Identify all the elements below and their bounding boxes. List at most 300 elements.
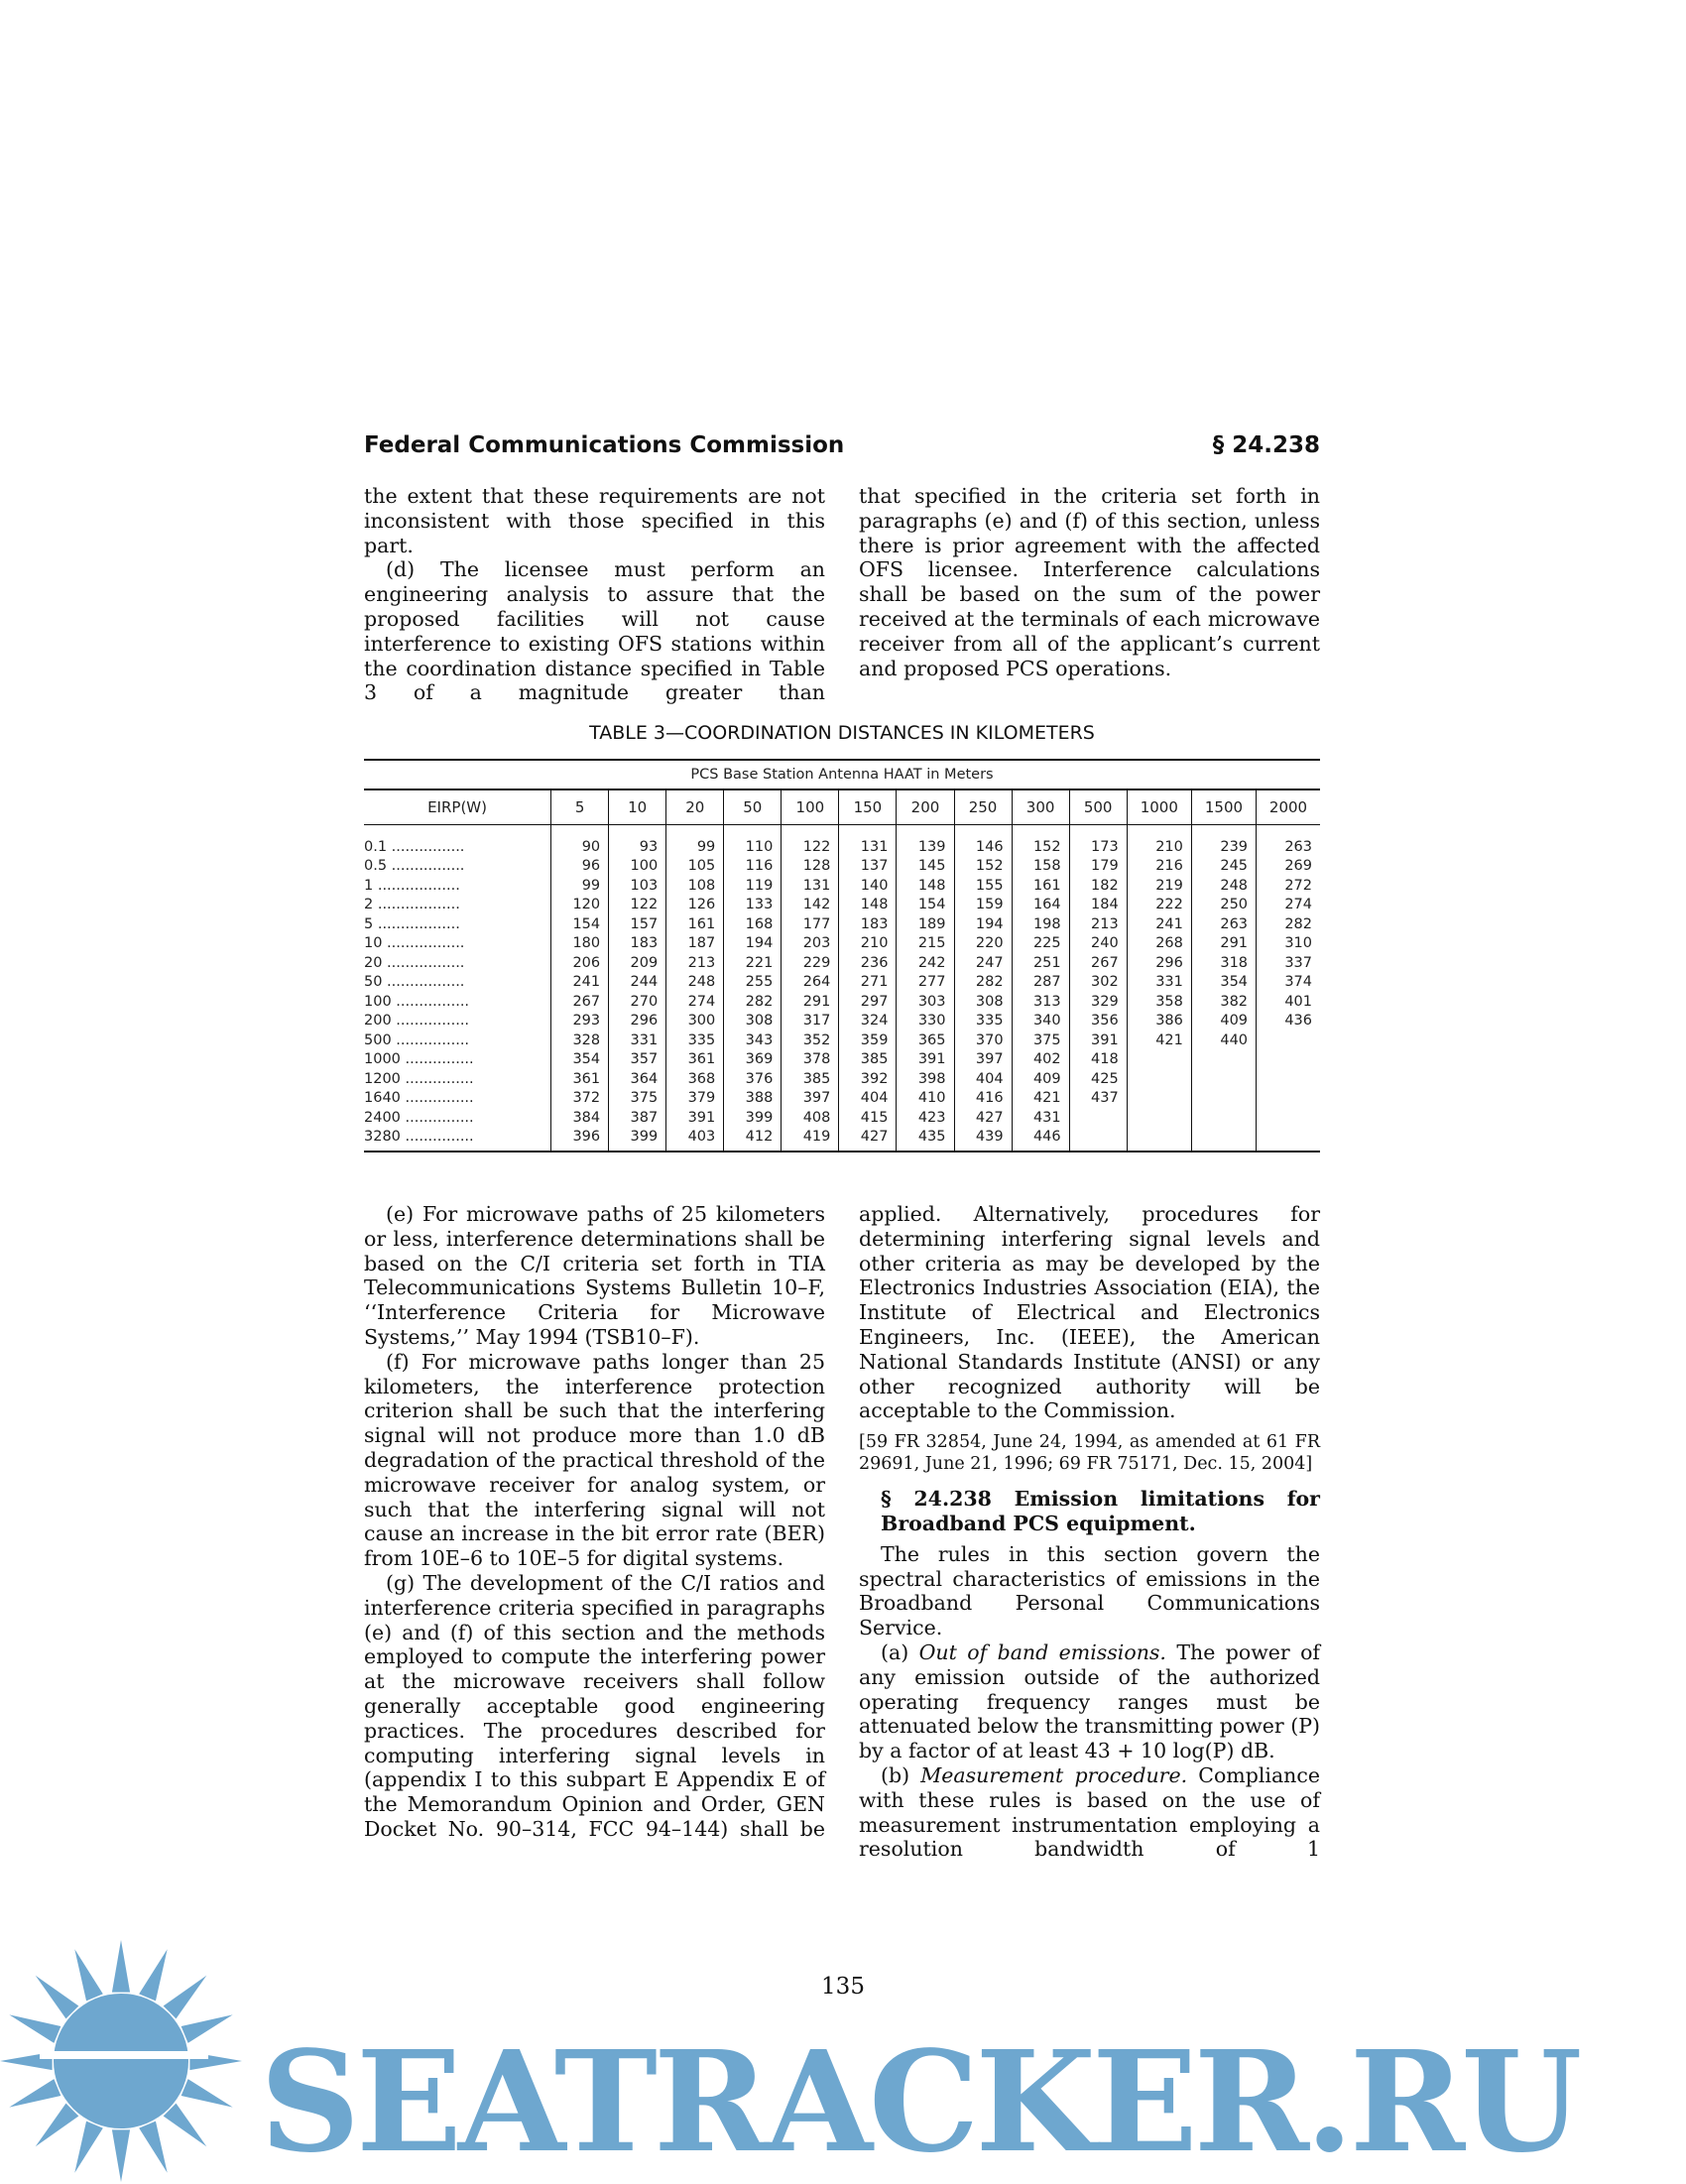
distance-cell: 329 — [1069, 992, 1127, 1012]
distance-cell: 401 — [1257, 992, 1320, 1012]
page-number: 135 — [821, 1974, 865, 2000]
distance-cell: 385 — [782, 1069, 839, 1089]
distance-cell: 427 — [954, 1108, 1012, 1128]
eirp-value: 5 — [364, 915, 374, 932]
distance-cell — [1069, 1128, 1127, 1152]
eirp-value: 2 — [364, 897, 374, 913]
distance-cell: 131 — [839, 825, 897, 857]
distance-cell: 364 — [609, 1069, 666, 1089]
distance-cell: 375 — [1012, 1031, 1069, 1050]
distance-cell: 365 — [897, 1031, 954, 1050]
distance-cell — [1191, 1128, 1256, 1152]
distance-cell: 310 — [1257, 934, 1320, 954]
distance-cell: 206 — [551, 953, 609, 973]
left-column-top — [364, 484, 825, 705]
eirp-value: 0.5 — [364, 858, 388, 875]
distance-cell: 264 — [782, 973, 839, 993]
distance-cell: 164 — [1012, 896, 1069, 915]
distance-cell: 215 — [897, 934, 954, 954]
distance-cell: 248 — [666, 973, 724, 993]
sun-ray — [139, 1949, 168, 2001]
paragraph: the extent that these requirements are not inconsistent with those specified in this part. — [364, 484, 825, 557]
distance-cell: 361 — [666, 1050, 724, 1070]
distance-cell: 337 — [1257, 953, 1320, 973]
distance-cell: 120 — [551, 896, 609, 915]
distance-cell: 194 — [954, 914, 1012, 934]
distance-cell: 255 — [724, 973, 782, 993]
distance-cell: 385 — [839, 1050, 897, 1070]
distance-cell: 282 — [954, 973, 1012, 993]
running-header — [364, 432, 1320, 458]
eirp-value: 20 — [364, 954, 383, 971]
column-header: 250 — [954, 789, 1012, 825]
column-header: 50 — [724, 789, 782, 825]
distance-cell: 268 — [1127, 934, 1191, 954]
distance-cell: 359 — [839, 1031, 897, 1050]
sun-ray — [36, 2104, 79, 2147]
distance-cell: 421 — [1127, 1031, 1191, 1050]
distance-cell: 99 — [666, 825, 724, 857]
distance-cell: 317 — [782, 1012, 839, 1031]
table-row — [364, 896, 1320, 915]
distance-cell: 403 — [666, 1128, 724, 1152]
eirp-cell: 1200 ............... — [364, 1070, 474, 1087]
distance-cell — [1127, 1069, 1191, 1089]
eirp-cell: 1 .................. — [364, 877, 460, 894]
distance-cell: 139 — [897, 825, 954, 857]
sun-ray — [112, 2129, 130, 2182]
distance-cell: 93 — [609, 825, 666, 857]
paragraph: that specified in the criteria set forth in paragraphs (e) and (f) of this section, unless there is prior agreement with the affected OFS licensee. Interference calculations shall be based on the sum of the power received at the terminals of each microwave receiver from all of the applicant’s current and proposed PCS operations. — [859, 484, 1320, 680]
distance-cell: 229 — [782, 953, 839, 973]
eirp-cell: 2400 ............... — [364, 1109, 474, 1126]
distance-cell: 287 — [1012, 973, 1069, 993]
distance-cell: 330 — [897, 1012, 954, 1031]
eirp-cell: 20 ................. — [364, 954, 465, 971]
column-header: 2000 — [1257, 789, 1320, 825]
distance-cell: 291 — [1191, 934, 1256, 954]
distance-cell — [1257, 1128, 1320, 1152]
distance-cell: 409 — [1191, 1012, 1256, 1031]
eirp-value: 200 — [364, 1013, 392, 1030]
distance-cell: 182 — [1069, 876, 1127, 896]
distance-cell: 374 — [1257, 973, 1320, 993]
distance-cell: 173 — [1069, 825, 1127, 857]
column-header: 150 — [839, 789, 897, 825]
distance-cell: 308 — [724, 1012, 782, 1031]
table-row — [364, 973, 1320, 993]
column-header: 10 — [609, 789, 666, 825]
distance-cell: 242 — [897, 953, 954, 973]
column-header: 20 — [666, 789, 724, 825]
right-column-top — [859, 484, 1320, 680]
distance-cell: 343 — [724, 1031, 782, 1050]
distance-cell — [1191, 1069, 1256, 1089]
table-row — [364, 1031, 1320, 1050]
eirp-cell: 0.1 ................ — [364, 838, 465, 855]
para-title: Measurement procedure. — [920, 1762, 1188, 1787]
paragraph-b — [859, 1763, 1320, 1862]
table-row — [364, 1050, 1320, 1070]
distance-cell: 291 — [782, 992, 839, 1012]
table-row — [364, 914, 1320, 934]
table-caption: TABLE 3—COORDINATION DISTANCES IN KILOMETERS — [589, 722, 1095, 744]
sun-ray — [36, 1976, 79, 2019]
distance-cell: 126 — [666, 896, 724, 915]
sun-ray — [74, 1949, 103, 2001]
distance-cell — [1127, 1050, 1191, 1070]
distance-cell: 303 — [897, 992, 954, 1012]
distance-cell: 269 — [1257, 857, 1320, 877]
para-text: Compliance with these rules is based on the use of measurement instrumentation employing a resolution bandwidth of 1 — [859, 1762, 1321, 1862]
distance-cell: 148 — [897, 876, 954, 896]
watermark-text: SEATRACKER.RU — [260, 2021, 1579, 2184]
eirp-value: 50 — [364, 974, 383, 991]
eirp-value: 500 — [364, 1031, 392, 1048]
distance-cell — [1127, 1089, 1191, 1109]
distance-cell: 399 — [724, 1108, 782, 1128]
distance-cell: 331 — [1127, 973, 1191, 993]
paragraph-f: (f) For microwave paths longer than 25 kilometers, the interference protection criterion shall be such that the interfering signal will not produce more than 1.0 dB degradation of the practical threshold of the microwave receiver for analog system, or such that the interfering signal will not cause an increase in the bit error rate (BER) from 10E–6 to 10E–5 for digital systems. — [364, 1349, 825, 1571]
distance-cell: 122 — [609, 896, 666, 915]
sun-ray — [9, 2014, 60, 2043]
right-column-bottom — [859, 1202, 1320, 1862]
distance-cell: 296 — [1127, 953, 1191, 973]
eirp-cell: 1000 ............... — [364, 1051, 474, 1068]
distance-cell: 108 — [666, 876, 724, 896]
distance-cell: 189 — [897, 914, 954, 934]
distance-cell — [1257, 1089, 1320, 1109]
distance-cell: 386 — [1127, 1012, 1191, 1031]
distance-cell: 293 — [551, 1012, 609, 1031]
distance-cell: 116 — [724, 857, 782, 877]
distance-cell: 179 — [1069, 857, 1127, 877]
citation: [59 FR 32854, June 24, 1994, as amended at 61 FR 29691, June 21, 1996; 69 FR 75171, Dec. 15, 2004] — [859, 1432, 1320, 1475]
distance-cell: 194 — [724, 934, 782, 954]
distance-cell: 140 — [839, 876, 897, 896]
distance-cell: 184 — [1069, 896, 1127, 915]
eirp-value: 10 — [364, 935, 383, 952]
distance-cell: 356 — [1069, 1012, 1127, 1031]
table-row — [364, 992, 1320, 1012]
distance-cell: 267 — [1069, 953, 1127, 973]
distance-cell: 358 — [1127, 992, 1191, 1012]
distance-cell: 328 — [551, 1031, 609, 1050]
column-header: EIRP(W) — [364, 789, 551, 825]
distance-cell: 157 — [609, 914, 666, 934]
header-agency: Federal Communications Commission — [364, 432, 845, 458]
distance-cell: 250 — [1191, 896, 1256, 915]
eirp-cell: 0.5 ................ — [364, 858, 465, 875]
distance-cell: 183 — [609, 934, 666, 954]
distance-cell: 131 — [782, 876, 839, 896]
distance-cell: 148 — [839, 896, 897, 915]
eirp-value: 100 — [364, 993, 392, 1010]
distance-cell: 240 — [1069, 934, 1127, 954]
distance-cell: 324 — [839, 1012, 897, 1031]
para-text: The power of any emission outside of the authorized operating frequency ranges must be attenuated below the transmitting power (P) by a factor of at least 43 + 10 log(P) dB. — [859, 1639, 1320, 1763]
distance-cell: 142 — [782, 896, 839, 915]
distance-cell — [1257, 1108, 1320, 1128]
distance-cell: 236 — [839, 953, 897, 973]
distance-cell: 133 — [724, 896, 782, 915]
distance-cell: 318 — [1191, 953, 1256, 973]
distance-cell: 210 — [839, 934, 897, 954]
distance-cell: 421 — [1012, 1089, 1069, 1109]
distance-cell: 382 — [1191, 992, 1256, 1012]
distance-cell — [1127, 1108, 1191, 1128]
sun-ray — [139, 2122, 168, 2173]
distance-cell: 416 — [954, 1089, 1012, 1109]
distance-cell: 274 — [666, 992, 724, 1012]
distance-cell: 354 — [1191, 973, 1256, 993]
distance-cell: 145 — [897, 857, 954, 877]
column-header: 100 — [782, 789, 839, 825]
distance-cell: 431 — [1012, 1108, 1069, 1128]
paragraph: applied. Alternatively, procedures for determining interfering signal levels and other criteria as may be developed by the Electronics Industries Association (EIA), the Institute of Electrical and Electronics Engineers, Inc. (IEEE), the American National Standards Institute (ANSI) or any other recognized authority will be acceptable to the Commission. — [859, 1202, 1320, 1423]
distance-cell: 391 — [1069, 1031, 1127, 1050]
table-row — [364, 953, 1320, 973]
distance-cell: 427 — [839, 1128, 897, 1152]
eirp-cell: 3280 ............... — [364, 1129, 474, 1146]
distance-cell: 155 — [954, 876, 1012, 896]
distance-cell: 391 — [666, 1108, 724, 1128]
distance-cell: 446 — [1012, 1128, 1069, 1152]
distance-cell: 296 — [609, 1012, 666, 1031]
distance-cell: 440 — [1191, 1031, 1256, 1050]
eirp-cell: 5 .................. — [364, 915, 460, 932]
distance-cell: 96 — [551, 857, 609, 877]
coordination-distance-table — [364, 759, 1320, 1153]
distance-cell: 282 — [1257, 914, 1320, 934]
column-header: 1000 — [1127, 789, 1191, 825]
distance-cell — [1069, 1108, 1127, 1128]
distance-cell: 418 — [1069, 1050, 1127, 1070]
eirp-value: 3280 — [364, 1129, 401, 1146]
distance-cell: 270 — [609, 992, 666, 1012]
distance-cell — [1257, 1050, 1320, 1070]
section-heading: § 24.238 Emission limitations for Broadband PCS equipment. — [881, 1487, 1320, 1535]
distance-cell: 354 — [551, 1050, 609, 1070]
table-row — [364, 825, 1320, 857]
distance-cell: 241 — [551, 973, 609, 993]
distance-cell: 412 — [724, 1128, 782, 1152]
para-label: (a) — [881, 1639, 919, 1664]
distance-cell: 378 — [782, 1050, 839, 1070]
distance-cell: 263 — [1257, 825, 1320, 857]
sun-ray — [164, 1976, 207, 2019]
distance-cell: 209 — [609, 953, 666, 973]
distance-cell: 384 — [551, 1108, 609, 1128]
distance-cell — [1127, 1128, 1191, 1152]
distance-cell: 392 — [839, 1069, 897, 1089]
distance-cell: 391 — [897, 1050, 954, 1070]
column-header: 500 — [1069, 789, 1127, 825]
distance-cell: 387 — [609, 1108, 666, 1128]
distance-cell: 404 — [954, 1069, 1012, 1089]
distance-cell: 352 — [782, 1031, 839, 1050]
table-row — [364, 1128, 1320, 1152]
distance-cell: 137 — [839, 857, 897, 877]
distance-cell: 161 — [1012, 876, 1069, 896]
sun-ray — [164, 2104, 207, 2147]
distance-cell: 272 — [1257, 876, 1320, 896]
distance-cell: 313 — [1012, 992, 1069, 1012]
distance-cell: 410 — [897, 1089, 954, 1109]
distance-cell: 103 — [609, 876, 666, 896]
column-header: 200 — [897, 789, 954, 825]
eirp-value: 1640 — [364, 1090, 401, 1107]
distance-cell: 361 — [551, 1069, 609, 1089]
distance-cell: 220 — [954, 934, 1012, 954]
distance-cell: 152 — [1012, 825, 1069, 857]
distance-cell: 177 — [782, 914, 839, 934]
eirp-cell: 500 ................ — [364, 1031, 470, 1048]
distance-cell: 423 — [897, 1108, 954, 1128]
distance-cell: 183 — [839, 914, 897, 934]
distance-cell: 168 — [724, 914, 782, 934]
eirp-cell: 10 ................. — [364, 935, 465, 952]
distance-cell: 396 — [551, 1128, 609, 1152]
distance-cell: 300 — [666, 1012, 724, 1031]
paragraph-a — [859, 1640, 1320, 1763]
distance-cell: 219 — [1127, 876, 1191, 896]
distance-cell: 110 — [724, 825, 782, 857]
eirp-value: 1000 — [364, 1051, 401, 1068]
distance-cell: 248 — [1191, 876, 1256, 896]
paragraph-g: (g) The development of the C/I ratios and interference criteria specified in paragraphs (e) and (f) of this section and the methods employed to compute the interfering power at the microwave receivers shall follow generally acceptable good engineering practices. The procedures described for computing interfering signal levels in (appendix I to this subpart E Appendix E of the Memorandum Opinion and Order, GEN Docket No. 90–314, FCC 94–144) shall be — [364, 1570, 825, 1841]
distance-cell: 277 — [897, 973, 954, 993]
table-row — [364, 1012, 1320, 1031]
eirp-cell: 50 ................. — [364, 974, 465, 991]
sun-ray — [181, 2079, 233, 2108]
distance-cell: 435 — [897, 1128, 954, 1152]
sun-ray — [9, 2079, 60, 2108]
distance-cell: 376 — [724, 1069, 782, 1089]
distance-cell: 297 — [839, 992, 897, 1012]
distance-cell: 99 — [551, 876, 609, 896]
sun-ray — [181, 2014, 233, 2043]
distance-cell: 379 — [666, 1089, 724, 1109]
distance-cell: 369 — [724, 1050, 782, 1070]
distance-cell: 409 — [1012, 1069, 1069, 1089]
distance-cell: 161 — [666, 914, 724, 934]
distance-cell: 402 — [1012, 1050, 1069, 1070]
distance-cell: 146 — [954, 825, 1012, 857]
distance-cell: 308 — [954, 992, 1012, 1012]
distance-cell: 408 — [782, 1108, 839, 1128]
distance-cell: 222 — [1127, 896, 1191, 915]
distance-cell: 158 — [1012, 857, 1069, 877]
distance-cell — [1191, 1050, 1256, 1070]
eirp-value: 1 — [364, 877, 374, 894]
table-row — [364, 1108, 1320, 1128]
distance-cell: 251 — [1012, 953, 1069, 973]
distance-cell: 203 — [782, 934, 839, 954]
distance-cell: 372 — [551, 1089, 609, 1109]
paragraph: The rules in this section govern the spectral characteristics of emissions in the Broadband Personal Communications Service. — [859, 1541, 1320, 1640]
distance-cell: 241 — [1127, 914, 1191, 934]
distance-cell: 368 — [666, 1069, 724, 1089]
paragraph-e: (e) For microwave paths of 25 kilometers or less, interference determinations shall be based on the C/I criteria set forth in TIA Telecommunications Systems Bulletin 10–F, ‘‘Interference Criteria for Microwave Systems,’’ May 1994 (TSB10–F). — [364, 1202, 825, 1349]
distance-cell: 159 — [954, 896, 1012, 915]
distance-cell: 271 — [839, 973, 897, 993]
distance-cell: 263 — [1191, 914, 1256, 934]
distance-cell: 239 — [1191, 825, 1256, 857]
eirp-cell: 2 .................. — [364, 897, 460, 913]
eirp-value: 0.1 — [364, 838, 388, 855]
distance-cell: 90 — [551, 825, 609, 857]
table-super-header: PCS Base Station Antenna HAAT in Meters — [690, 767, 994, 783]
distance-cell: 398 — [897, 1069, 954, 1089]
distance-cell: 119 — [724, 876, 782, 896]
eirp-cell: 200 ................ — [364, 1013, 470, 1030]
distance-cell: 437 — [1069, 1089, 1127, 1109]
distance-cell: 335 — [954, 1012, 1012, 1031]
distance-cell: 340 — [1012, 1012, 1069, 1031]
distance-cell: 105 — [666, 857, 724, 877]
distance-cell: 247 — [954, 953, 1012, 973]
distance-cell — [1257, 1031, 1320, 1050]
distance-cell: 100 — [609, 857, 666, 877]
eirp-cell: 100 ................ — [364, 993, 470, 1010]
distance-cell: 213 — [666, 953, 724, 973]
distance-cell: 419 — [782, 1128, 839, 1152]
distance-cell: 397 — [954, 1050, 1012, 1070]
distance-cell: 213 — [1069, 914, 1127, 934]
distance-cell: 436 — [1257, 1012, 1320, 1031]
table-row — [364, 1069, 1320, 1089]
distance-cell: 331 — [609, 1031, 666, 1050]
table-row — [364, 934, 1320, 954]
distance-cell: 154 — [551, 914, 609, 934]
distance-cell: 198 — [1012, 914, 1069, 934]
para-label: (b) — [881, 1762, 921, 1787]
distance-cell: 370 — [954, 1031, 1012, 1050]
eirp-value: 2400 — [364, 1109, 401, 1126]
distance-cell: 335 — [666, 1031, 724, 1050]
column-header: 300 — [1012, 789, 1069, 825]
distance-cell: 122 — [782, 825, 839, 857]
distance-cell: 245 — [1191, 857, 1256, 877]
left-column-bottom — [364, 1202, 825, 1842]
column-header: 5 — [551, 789, 609, 825]
distance-cell: 152 — [954, 857, 1012, 877]
distance-cell: 397 — [782, 1089, 839, 1109]
distance-cell: 180 — [551, 934, 609, 954]
distance-cell: 225 — [1012, 934, 1069, 954]
distance-cell: 357 — [609, 1050, 666, 1070]
distance-cell: 404 — [839, 1089, 897, 1109]
para-title: Out of band emissions. — [918, 1639, 1166, 1664]
distance-cell: 187 — [666, 934, 724, 954]
distance-cell: 282 — [724, 992, 782, 1012]
table-bottom-rule — [364, 1151, 1320, 1152]
distance-cell: 128 — [782, 857, 839, 877]
sun-ray — [74, 2122, 103, 2173]
distance-cell: 274 — [1257, 896, 1320, 915]
distance-cell — [1191, 1089, 1256, 1109]
eirp-value: 1200 — [364, 1070, 401, 1087]
distance-cell: 439 — [954, 1128, 1012, 1152]
sun-ray — [112, 1940, 130, 1993]
distance-cell — [1191, 1108, 1256, 1128]
distance-cell: 221 — [724, 953, 782, 973]
header-section: § 24.238 — [1212, 432, 1320, 458]
distance-cell: 267 — [551, 992, 609, 1012]
distance-cell: 302 — [1069, 973, 1127, 993]
distance-cell: 399 — [609, 1128, 666, 1152]
